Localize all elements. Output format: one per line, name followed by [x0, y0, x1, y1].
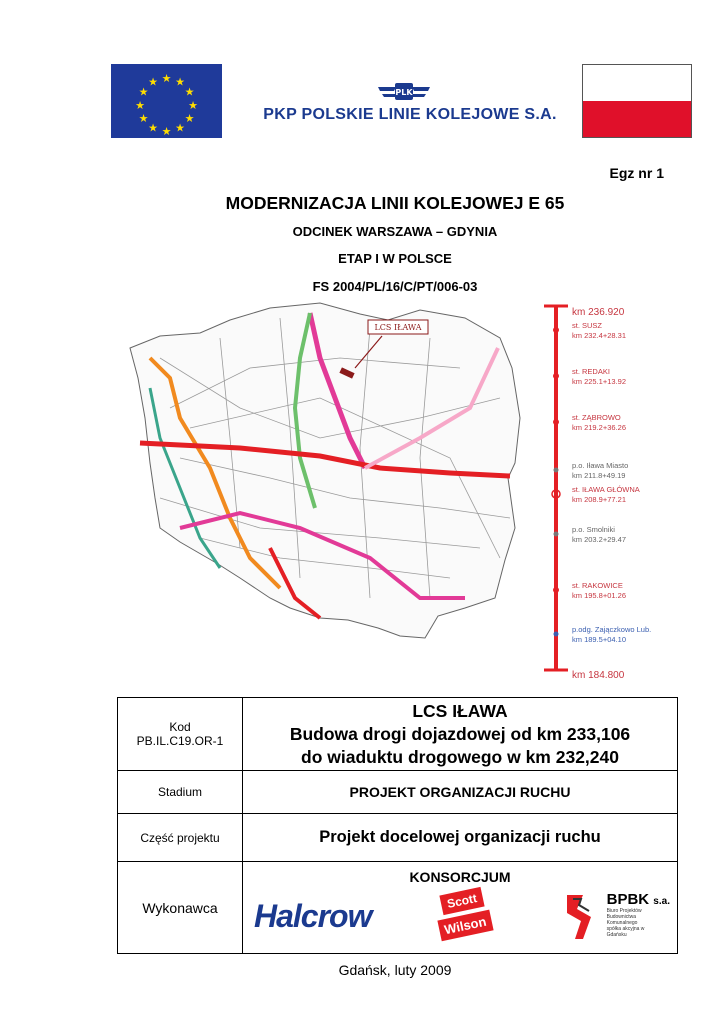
eu-flag: [111, 64, 222, 138]
svg-text:★: ★: [188, 99, 198, 112]
contractor-row: [118, 862, 678, 954]
kod-label: Kod: [169, 720, 191, 734]
stage-subtitle: ETAP I W POLSCE: [338, 251, 452, 266]
consortium-cell: [243, 862, 678, 954]
svg-text:★: ★: [175, 75, 185, 89]
title-block-table: [117, 697, 678, 954]
halcrow-logo: Halcrow: [254, 898, 372, 934]
project-code: FS 2004/PL/16/C/PT/006-03: [312, 279, 478, 294]
scott-wilson-logo: [437, 889, 497, 945]
place-date: Gdańsk, luty 2009: [338, 962, 452, 978]
station-km: km 225.1+13.92: [572, 377, 626, 386]
svg-text:★: ★: [161, 125, 172, 138]
project-cell: [243, 698, 678, 771]
station-km: km 195.8+01.26: [572, 591, 626, 600]
railway-map: [120, 298, 680, 688]
svg-text:★: ★: [161, 72, 172, 85]
bpbk-emblem-icon: [563, 891, 603, 943]
svg-text:★: ★: [184, 85, 195, 99]
station-name: p.o. Smolniki: [572, 525, 615, 534]
svg-text:★: ★: [138, 85, 149, 99]
lcs-callout-label: LCS IŁAWA: [374, 323, 422, 332]
station-km: km 211.8+49.19: [572, 471, 626, 480]
project-part-label: Część projektu: [118, 814, 243, 862]
company-name: PKP POLSKIE LINIE KOLEJOWE S.A.: [263, 106, 557, 123]
route-top-km: km 236.920: [572, 307, 625, 318]
copy-number: Egz nr 1: [609, 165, 664, 181]
station-name: st. REDAKI: [572, 367, 610, 376]
project-title: LCS IŁAWA: [412, 700, 508, 721]
stadium-row: [118, 771, 678, 814]
bpbk-name: BPBK: [606, 890, 650, 908]
station-km: km 219.2+36.26: [572, 423, 626, 432]
pkp-logo-emblem: [376, 78, 432, 104]
eu-stars-icon: [111, 64, 222, 138]
stadium-value: PROJEKT ORGANIZACJI RUCHU: [243, 771, 678, 814]
route-bottom-km: km 184.800: [572, 670, 625, 681]
bpbk-suffix: s.a.: [653, 895, 670, 907]
station-km: km 203.2+29.47: [572, 535, 626, 544]
svg-text:★: ★: [138, 112, 149, 125]
station-name: st. IŁAWA GŁÓWNA: [572, 485, 640, 494]
kod-value: PB.IL.C19.OR-1: [136, 734, 224, 748]
poland-flag: [582, 64, 692, 138]
consortium-heading: KONSORCJUM: [409, 868, 511, 885]
project-description-line2: do wiaduktu drogowego w km 232,240: [301, 746, 619, 767]
section-subtitle: ODCINEK WARSZAWA – GDYNIA: [292, 224, 498, 239]
route-diagram: [544, 306, 651, 681]
station-name: p.odg. Zajączkowo Lub.: [572, 625, 652, 634]
wilson-logo-text: Wilson: [437, 909, 493, 940]
pkp-emblem-text: PLK: [395, 88, 413, 97]
document-title: MODERNIZACJA LINII KOLEJOWEJ E 65: [225, 193, 565, 213]
svg-text:★: ★: [184, 112, 195, 125]
svg-text:★: ★: [175, 121, 185, 135]
scott-logo-text: Scott: [439, 886, 484, 914]
stadium-label: Stadium: [118, 771, 243, 814]
bpbk-subtitle: Biuro Projektów Budownictwa Komunalnego spółka akcyjna w Gdańsku: [606, 907, 645, 938]
project-part-value: Projekt docelowej organizacji ruchu: [243, 814, 678, 862]
station-km: km 189.5+04.10: [572, 635, 626, 644]
station-name: p.o. Iława Miasto: [572, 461, 629, 470]
contractor-label: Wykonawca: [118, 862, 243, 954]
station-name: st. SUSZ: [572, 321, 603, 330]
kod-cell: [118, 698, 243, 771]
poland-outline: [130, 303, 520, 638]
svg-text:★: ★: [148, 121, 158, 135]
station-km: km 232.4+28.31: [572, 331, 626, 340]
station-name: st. RAKOWICE: [572, 581, 623, 590]
station-km: km 208.9+77.21: [572, 495, 626, 504]
code-row: [118, 698, 678, 771]
svg-text:★: ★: [148, 75, 158, 89]
svg-text:★: ★: [135, 99, 145, 112]
project-part-row: [118, 814, 678, 862]
bpbk-logo: [563, 891, 670, 943]
project-description-line1: Budowa drogi dojazdowej od km 233,106: [289, 723, 631, 744]
station-name: st. ZĄBROWO: [572, 413, 621, 422]
